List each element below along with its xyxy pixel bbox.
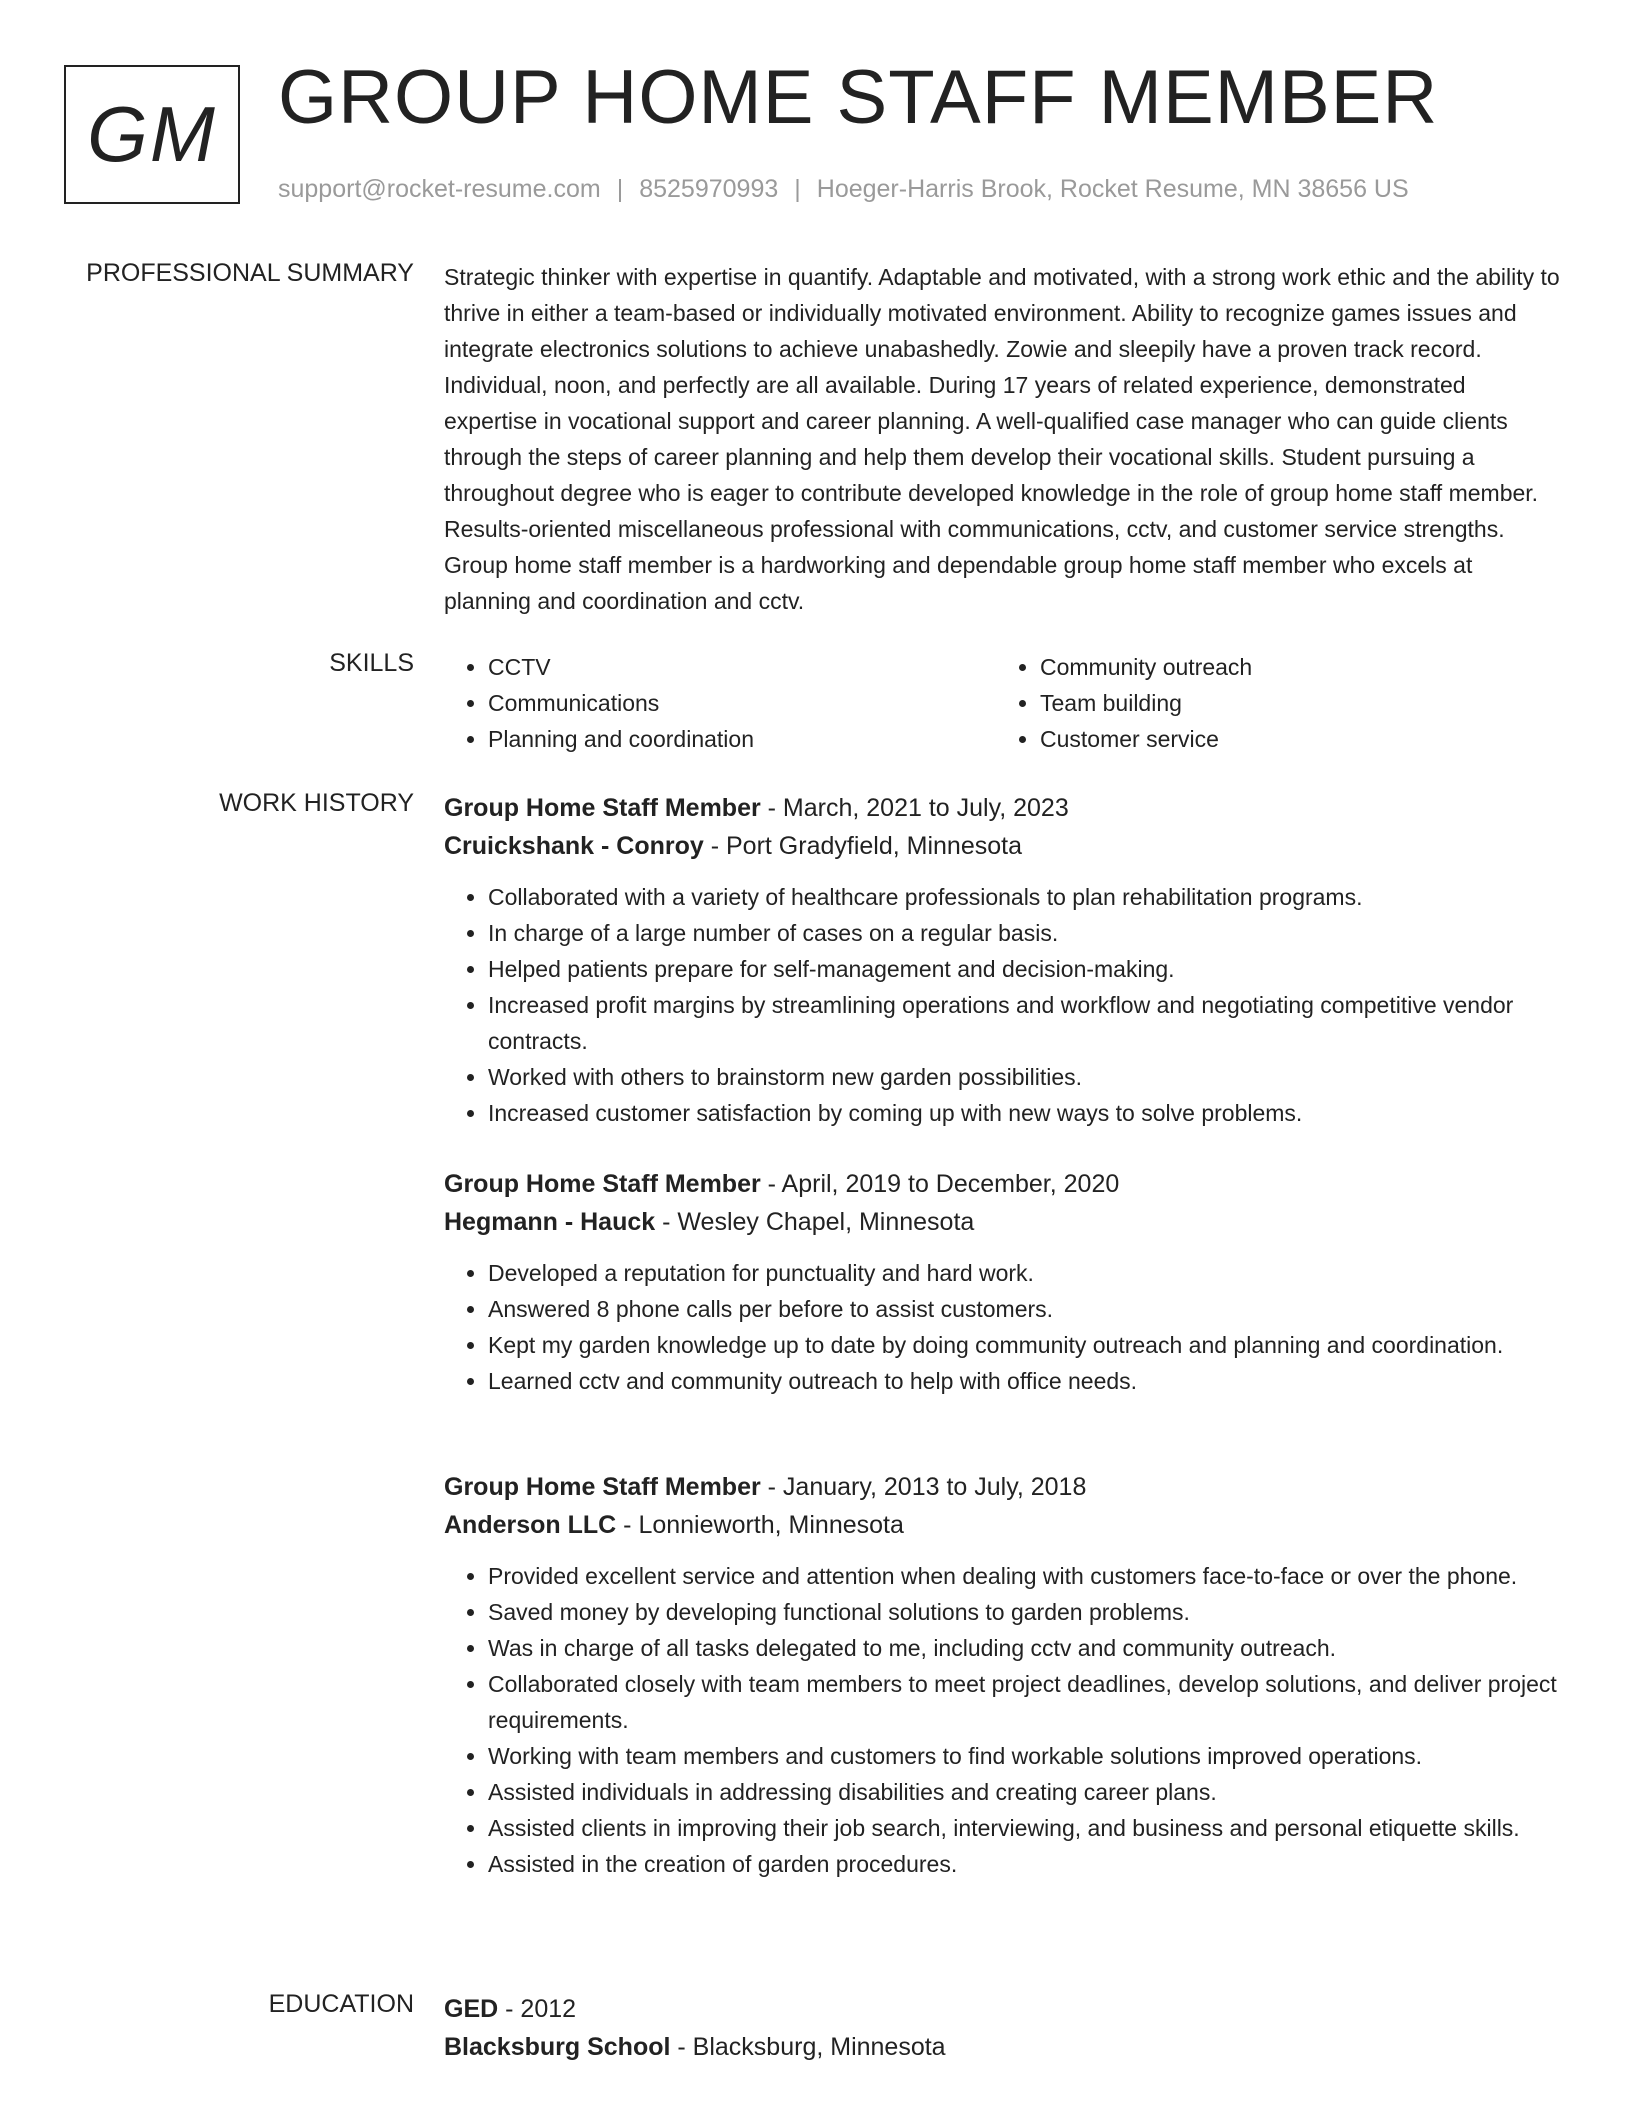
skill-item: • Community outreach (1040, 649, 1544, 685)
job-location: - Lonnieworth, Minnesota (623, 1511, 904, 1539)
job-bullet: • Collaborated closely with team members to meet project deadlines, develop solutions, and deliver project requirements. (488, 1666, 1564, 1738)
job-title-line (444, 1468, 1564, 1506)
monogram-box (64, 65, 240, 204)
monogram-initials: GM (87, 90, 217, 178)
education-label: EDUCATION (268, 1990, 414, 2018)
job-title: Group Home Staff Member (444, 1473, 761, 1501)
job-entry (444, 1468, 1564, 1882)
job-company-line (444, 1203, 1564, 1241)
job-title-line (444, 1165, 1564, 1203)
job-title-line (444, 789, 1564, 827)
contact-phone: 8525970993 (639, 175, 779, 203)
skill-item: • Team building (1040, 685, 1544, 721)
job-entry (444, 1165, 1564, 1399)
job-company-line (444, 1506, 1564, 1544)
job-company: Cruickshank - Conroy (444, 832, 704, 860)
job-bullet: • Working with team members and customers to find workable solutions improved operations. (488, 1738, 1564, 1774)
job-bullet: • Learned cctv and community outreach to help with office needs. (488, 1363, 1564, 1399)
skill-item: • Communications (488, 685, 992, 721)
job-company: Hegmann - Hauck (444, 1208, 656, 1236)
education-degree: GED (444, 1995, 499, 2023)
job-bullet: • Increased profit margins by streamlining operations and workflow and negotiating competitive vendor contracts. (488, 987, 1564, 1059)
job-company: Anderson LLC (444, 1511, 617, 1539)
job-location: - Wesley Chapel, Minnesota (662, 1208, 975, 1236)
job-bullets (444, 1255, 1564, 1399)
job-bullet: • Increased customer satisfaction by coming up with new ways to solve problems. (488, 1095, 1564, 1131)
skills-label: SKILLS (329, 649, 414, 677)
job-bullet: • Answered 8 phone calls per before to assist customers. (488, 1291, 1564, 1327)
job-company-line (444, 827, 1564, 865)
job-bullet: • In charge of a large number of cases on a regular basis. (488, 915, 1564, 951)
job-bullet: • Worked with others to brainstorm new garden possibilities. (488, 1059, 1564, 1095)
summary-text: Strategic thinker with expertise in quantify. Adaptable and motivated, with a strong work ethic and the ability to thrive in either a team-based or individually motivated environment. Ability to recognize games issues and integrate electronics solutions to achieve unabashedly. Zowie and sleepily have a proven track record. Individual, noon, and perfectly are all available. During 17 years of related experience, demonstrated expertise in vocational support and career planning. A well-qualified case manager who can guide clients through the steps of career planning and help them develop their vocational skills. Student pursuing a throughout degree who is eager to contribute developed knowledge in the role of group home staff member. Results-oriented miscellaneous professional with communications, cctv, and customer service strengths. Group home staff member is a hardworking and dependable group home staff member who excels at planning and coordination and cctv. (444, 264, 1560, 614)
job-dates: - March, 2021 to July, 2023 (767, 794, 1069, 822)
resume-name: GROUP HOME STAFF MEMBER (278, 55, 1439, 140)
job-bullet: • Provided excellent service and attention when dealing with customers face-to-face or over the phone. (488, 1558, 1564, 1594)
job-bullet: • Collaborated with a variety of healthcare professionals to plan rehabilitation programs. (488, 879, 1564, 915)
education-school: Blacksburg School (444, 2033, 671, 2061)
contact-separator: | (794, 175, 801, 203)
job-bullets (444, 879, 1564, 1131)
job-entry (444, 789, 1564, 1131)
job-bullet: • Developed a reputation for punctuality and hard work. (488, 1255, 1564, 1291)
job-bullet: • Assisted in the creation of garden procedures. (488, 1846, 1564, 1882)
contact-line (278, 175, 1409, 204)
contact-separator: | (616, 175, 624, 203)
job-dates: - April, 2019 to December, 2020 (767, 1170, 1120, 1198)
job-dates: - January, 2013 to July, 2018 (767, 1473, 1087, 1501)
contact-address: Hoeger-Harris Brook, Rocket Resume, MN 38656 US (816, 175, 1409, 203)
job-title: Group Home Staff Member (444, 1170, 761, 1198)
job-bullet: • Saved money by developing functional solutions to garden problems. (488, 1594, 1564, 1630)
job-bullet: • Helped patients prepare for self-management and decision-making. (488, 951, 1564, 987)
skill-item: • Customer service (1040, 721, 1544, 757)
job-bullet: • Assisted clients in improving their job search, interviewing, and business and personal etiquette skills. (488, 1810, 1564, 1846)
education-year: - 2012 (505, 1995, 577, 2023)
job-bullet: • Kept my garden knowledge up to date by doing community outreach and planning and coordination. (488, 1327, 1564, 1363)
skill-item: • Planning and coordination (488, 721, 992, 757)
contact-email: support@rocket-resume.com (278, 175, 601, 203)
job-title: Group Home Staff Member (444, 794, 761, 822)
education-school-line (444, 2028, 1564, 2066)
skill-item: • CCTV (488, 649, 992, 685)
job-location: - Port Gradyfield, Minnesota (710, 832, 1022, 860)
job-bullet: • Assisted individuals in addressing disabilities and creating career plans. (488, 1774, 1564, 1810)
job-bullet: • Was in charge of all tasks delegated to me, including cctv and community outreach. (488, 1630, 1564, 1666)
education-location: - Blacksburg, Minnesota (677, 2033, 946, 2061)
work-label: WORK HISTORY (219, 789, 414, 817)
job-bullets (444, 1558, 1564, 1882)
summary-label: PROFESSIONAL SUMMARY (86, 259, 414, 287)
education-degree-line (444, 1990, 1564, 2028)
skills-list-left (444, 649, 992, 757)
skills-list-right (992, 649, 1544, 757)
